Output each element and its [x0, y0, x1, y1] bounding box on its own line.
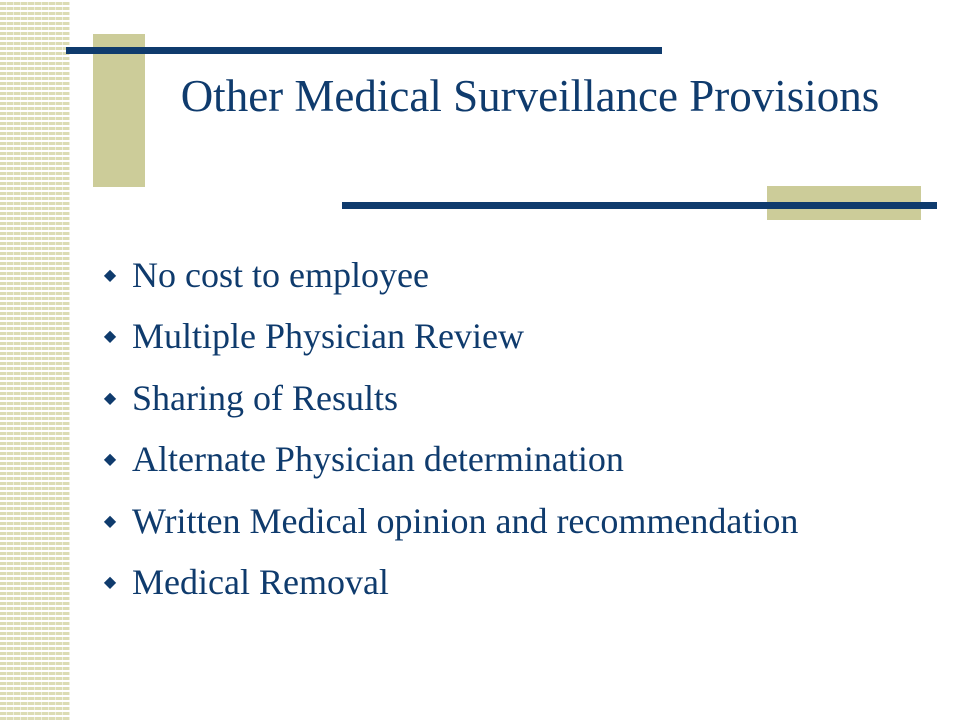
title-rule-top	[66, 47, 662, 54]
diamond-icon: ◆	[103, 451, 117, 469]
bullet-item	[100, 367, 798, 429]
diamond-icon: ◆	[103, 328, 117, 346]
bullet-text: Alternate Physician determination	[132, 439, 624, 480]
accent-block-left	[93, 34, 145, 187]
diamond-icon: ◆	[103, 389, 117, 407]
decorative-left-stripe	[0, 0, 70, 720]
diamond-icon: ◆	[103, 574, 117, 592]
bullet-text: Written Medical opinion and recommendation	[132, 500, 799, 541]
bullet-text: No cost to employee	[132, 254, 429, 295]
title-rule-bottom	[342, 202, 937, 209]
bullet-item	[100, 306, 798, 368]
bullet-list	[100, 244, 798, 613]
bullet-item	[100, 552, 798, 614]
bullet-item	[100, 490, 798, 552]
bullet-text: Medical Removal	[132, 562, 389, 603]
bullet-item	[100, 244, 798, 306]
slide-title: Other Medical Surveillance Provisions	[180, 71, 880, 121]
diamond-icon: ◆	[103, 266, 117, 284]
diamond-icon: ◆	[103, 512, 117, 530]
bullet-item	[100, 429, 798, 491]
bullet-text: Sharing of Results	[132, 377, 398, 418]
bullet-text: Multiple Physician Review	[132, 316, 524, 357]
